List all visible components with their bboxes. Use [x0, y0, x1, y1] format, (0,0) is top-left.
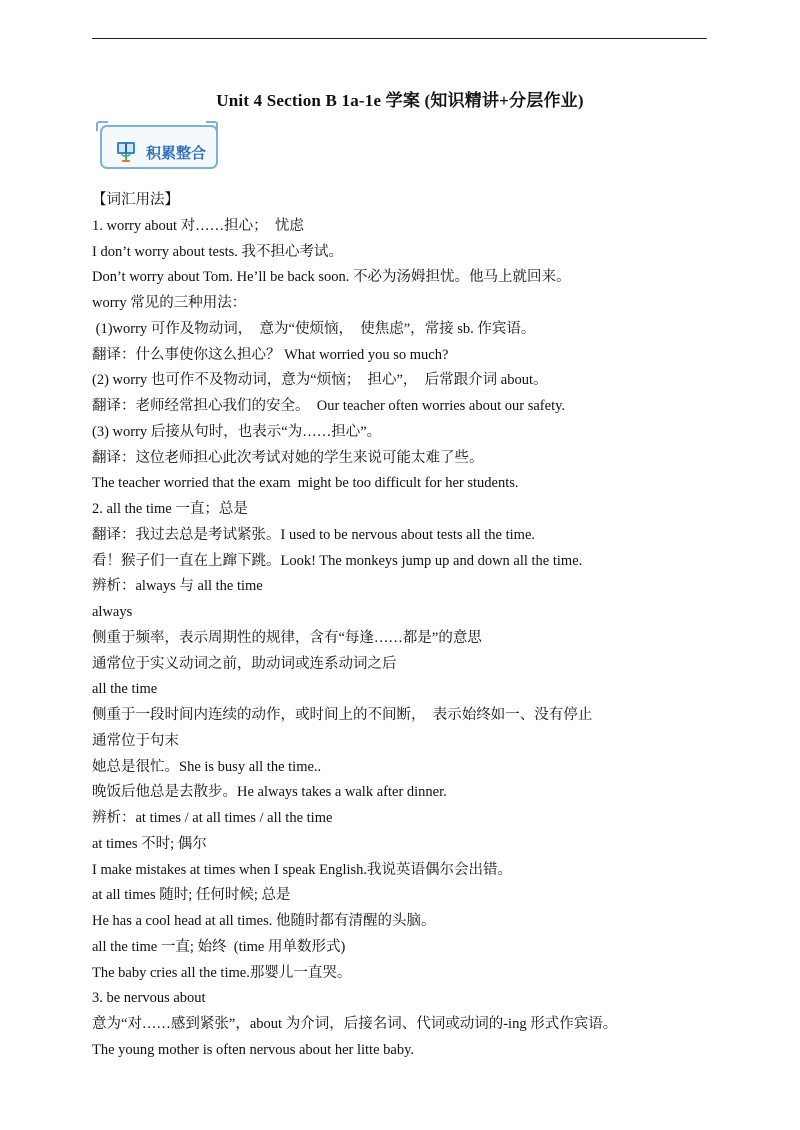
text-line: all the time — [92, 681, 158, 698]
badge-label: 积累整合 — [146, 144, 207, 162]
book-plant-icon — [114, 139, 138, 163]
text-line: I don’t worry about tests. 我不担心考试。 — [92, 243, 344, 260]
text-line: 辨析：always 与 all the time — [92, 578, 263, 595]
text-line: worry 常见的三种用法： — [92, 295, 247, 311]
text-line: He has a cool head at all times. 他随时都有清醒的头脑。 — [92, 913, 436, 929]
text-line: 晚饭后他总是去散步。He always takes a walk after dinner. — [92, 784, 447, 801]
text-line: 侧重于频率，表示周期性的规律，含有“每逢……都是”的意思 — [92, 629, 482, 646]
text-line: 3. be nervous about — [92, 990, 206, 1007]
text-line: (3) worry 后接从句时，也表示“为……担心”。 — [92, 423, 382, 440]
text-line: 意为“对……感到紧张”，about 为介词，后接名词、代词或动词的-ing 形式作宾语。 — [92, 1016, 618, 1032]
text-line: 侧重于一段时间内连续的动作，或时间上的不间断， 表示始终如一、没有停止 — [92, 707, 593, 723]
text-line: 2. all the time 一直；总是 — [92, 501, 248, 517]
text-line: The young mother is often nervous about her litte baby. — [92, 1041, 415, 1058]
text-line: 看！猴子们一直在上蹿下跳。Look! The monkeys jump up and down all the time. — [92, 552, 583, 569]
text-line: 翻译：什么事使你这么担心？ What worried you so much? — [92, 346, 449, 363]
section-heading: 【词汇用法】 — [92, 192, 179, 208]
text-line: always — [92, 604, 133, 620]
text-line: all the time 一直; 始终 (time 用单数形式) — [92, 938, 346, 955]
badge-frame — [100, 125, 218, 169]
text-line: at times 不时; 偶尔 — [92, 835, 207, 852]
header-rule — [92, 38, 707, 39]
text-line: 通常位于实义动词之前，助动词或连系动词之后 — [92, 655, 397, 672]
section-badge — [96, 121, 218, 171]
text-line: 1. worry about 对……担心； 忧虑 — [92, 217, 304, 234]
text-line: at all times 随时; 任何时候; 总是 — [92, 887, 291, 904]
text-line: (1)worry 可作及物动词， 意为“使烦恼， 使焦虑”，常接 sb. 作宾语。 — [92, 320, 536, 337]
text-line: I make mistakes at times when I speak English.我说英语偶尔会出错。 — [92, 861, 513, 878]
text-line: The teacher worried that the exam might be too difficult for her students. — [92, 475, 519, 492]
text-line: 翻译：老师经常担心我们的安全。 Our teacher often worries about our safety. — [92, 398, 566, 414]
document-body — [92, 188, 712, 1064]
text-line: 她总是很忙。She is busy all the time.. — [92, 758, 322, 775]
page-title: Unit 4 Section B 1a-1e 学案 (知识精讲+分层作业) — [216, 91, 584, 110]
text-line: (2) worry 也可作不及物动词，意为“烦恼； 担心”， 后常跟介词 about。 — [92, 372, 548, 389]
text-line: 翻译：这位老师担心此次考试对她的学生来说可能太难了些。 — [92, 449, 484, 466]
text-line: 翻译：我过去总是考试紧张。I used to be nervous about tests all the time. — [92, 526, 535, 543]
text-line: 辨析：at times / at all times / all the time — [92, 810, 333, 826]
text-line: Don’t worry about Tom. He’ll be back soon. 不必为汤姆担忧。他马上就回来。 — [92, 269, 571, 286]
text-line: 通常位于句末 — [92, 732, 179, 749]
text-line: The baby cries all the time.那婴儿一直哭。 — [92, 964, 352, 981]
